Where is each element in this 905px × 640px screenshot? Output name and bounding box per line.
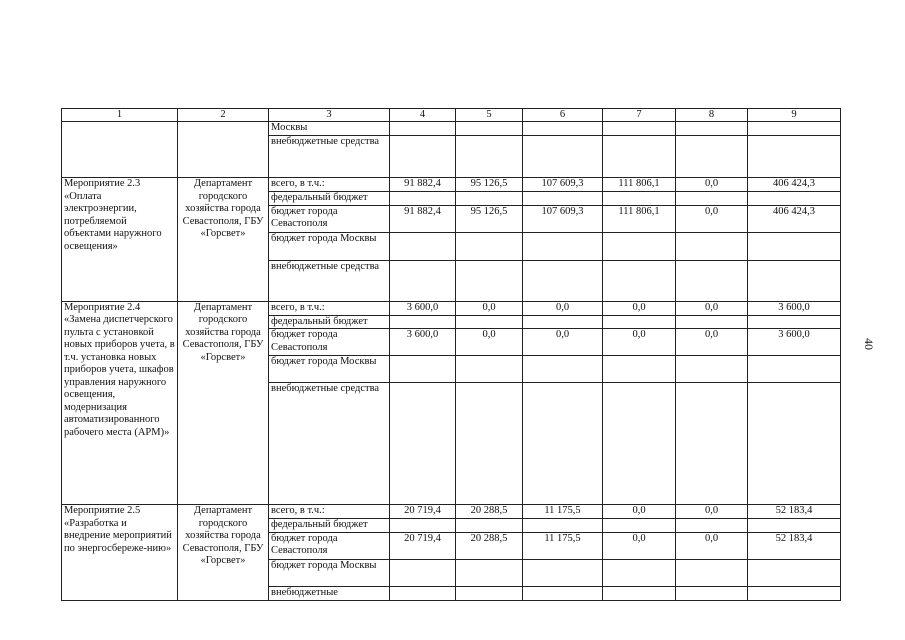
value-cell: 0,0 (676, 329, 748, 356)
value-cell: 91 882,4 (390, 205, 456, 232)
col-header: 9 (748, 109, 841, 122)
source-total: всего, в т.ч.: (269, 505, 390, 519)
value-cell: 111 806,1 (603, 205, 676, 232)
value-cell: 0,0 (676, 505, 748, 519)
source-extra: внебюджетные средства (269, 383, 390, 505)
value-cell: 0,0 (603, 329, 676, 356)
event-title: Мероприятие 2.5 «Разработка и внедрение мероприятий по энергосбереже-нию» (62, 505, 178, 601)
col-header: 4 (390, 109, 456, 122)
col-header: 8 (676, 109, 748, 122)
value-cell: 0,0 (456, 329, 523, 356)
value-cell: 0,0 (456, 301, 523, 315)
value-cell: 406 424,3 (748, 178, 841, 192)
col-header: 6 (523, 109, 603, 122)
source-total: всего, в т.ч.: (269, 178, 390, 192)
value-cell: 0,0 (603, 505, 676, 519)
source-moscow: бюджет города Москвы (269, 232, 390, 260)
value-cell: 20 288,5 (456, 505, 523, 519)
value-cell: 107 609,3 (523, 178, 603, 192)
header-row (62, 109, 841, 122)
col-header: 5 (456, 109, 523, 122)
table-row (62, 301, 841, 315)
value-cell: 3 600,0 (748, 329, 841, 356)
value-cell: 52 183,4 (748, 505, 841, 519)
source-federal: федеральный бюджет (269, 519, 390, 533)
value-cell: 0,0 (676, 301, 748, 315)
dept-cell (178, 122, 269, 178)
value-cell: 3 600,0 (748, 301, 841, 315)
source-federal: федеральный бюджет (269, 192, 390, 206)
event-cell (62, 122, 178, 178)
value-cell: 11 175,5 (523, 505, 603, 519)
source-city: бюджет города Севастополя (269, 329, 390, 356)
value-cell: 0,0 (676, 178, 748, 192)
event-title: Мероприятие 2.3 «Оплата электроэнергии, потребляемой объектами наружного освещения» (62, 178, 178, 302)
source-extra: внебюджетные (269, 586, 390, 600)
department-cell: Департамент городского хозяйства города Севастополя, ГБУ «Горсвет» (178, 505, 269, 601)
value-cell: 111 806,1 (603, 178, 676, 192)
table-row (62, 178, 841, 192)
value-cell: 0,0 (676, 532, 748, 559)
source-city: бюджет города Севастополя (269, 205, 390, 232)
value-cell: 11 175,5 (523, 532, 603, 559)
department-cell: Департамент городского хозяйства города Севастополя, ГБУ «Горсвет» (178, 178, 269, 302)
value-cell: 107 609,3 (523, 205, 603, 232)
budget-table (61, 108, 841, 601)
value-cell: 0,0 (676, 205, 748, 232)
value-cell: 0,0 (523, 329, 603, 356)
value-cell: 3 600,0 (390, 301, 456, 315)
value-cell: 20 719,4 (390, 532, 456, 559)
value-cell: 0,0 (603, 301, 676, 315)
table-row (62, 122, 841, 136)
value-cell: 20 719,4 (390, 505, 456, 519)
source-extra: внебюджетные средства (269, 260, 390, 301)
value-cell: 95 126,5 (456, 178, 523, 192)
source-moscow: бюджет города Москвы (269, 559, 390, 586)
page-number: 40 (862, 338, 876, 350)
event-title: Мероприятие 2.4 «Замена диспетчерского пульта с установкой новых приборов учета, в т.ч. установка новых приборов учета, шкафов управления наружного освещения, модернизация автоматизированного рабочего места (АРМ)» (62, 301, 178, 505)
value-cell: 52 183,4 (748, 532, 841, 559)
col-header: 3 (269, 109, 390, 122)
value-cell: 20 288,5 (456, 532, 523, 559)
value-cell: 406 424,3 (748, 205, 841, 232)
col-header: 1 (62, 109, 178, 122)
col-header: 7 (603, 109, 676, 122)
value-cell: 91 882,4 (390, 178, 456, 192)
value-cell: 95 126,5 (456, 205, 523, 232)
value-cell: 0,0 (523, 301, 603, 315)
source-federal: федеральный бюджет (269, 315, 390, 329)
value-cell: 0,0 (603, 532, 676, 559)
source-cell: Москвы (269, 122, 390, 136)
col-header: 2 (178, 109, 269, 122)
source-total: всего, в т.ч.: (269, 301, 390, 315)
source-cell: внебюджетные средства (269, 136, 390, 178)
source-moscow: бюджет города Москвы (269, 356, 390, 383)
source-city: бюджет города Севастополя (269, 532, 390, 559)
value-cell: 3 600,0 (390, 329, 456, 356)
department-cell: Департамент городского хозяйства города Севастополя, ГБУ «Горсвет» (178, 301, 269, 505)
table-row (62, 505, 841, 519)
